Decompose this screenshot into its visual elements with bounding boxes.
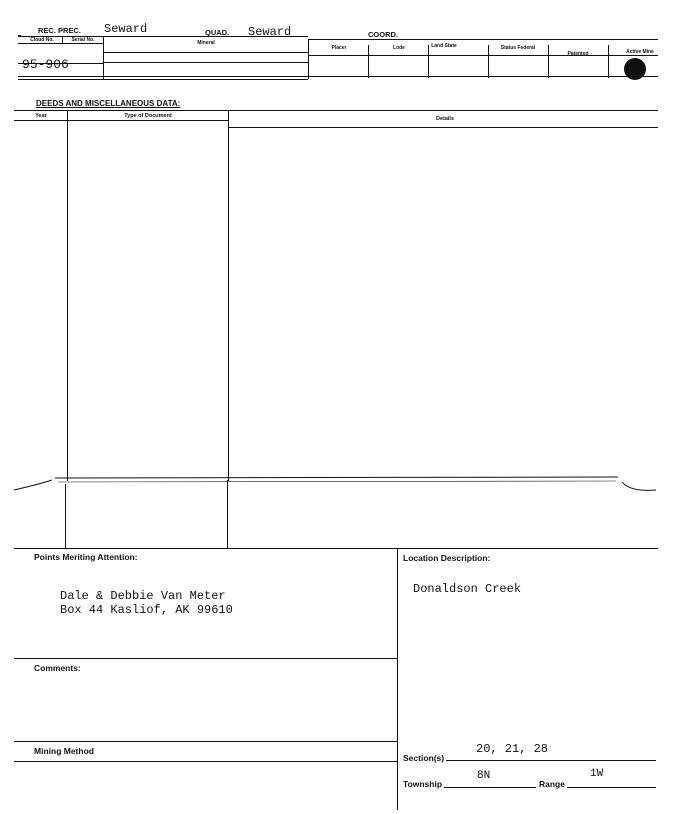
mining-method-label: Mining Method	[34, 746, 94, 756]
subheader-rule	[308, 55, 658, 56]
location-value: Donaldson Creek	[413, 582, 522, 596]
range-value: 1W	[590, 768, 604, 780]
lower-center-divider	[397, 548, 398, 810]
col-type-of-document: Type of Document	[124, 113, 172, 119]
page-break-line	[0, 470, 678, 500]
deeds-title: DEEDS AND MISCELLANEOUS DATA:	[36, 99, 181, 108]
comments-label: Comments:	[34, 663, 81, 673]
col-placer: Placer	[331, 45, 347, 51]
col-year: Year	[35, 113, 47, 119]
deeds-top-rule	[14, 110, 658, 111]
points-label: Points Meriting Attention:	[34, 552, 138, 562]
col-details: Details	[435, 116, 455, 122]
coord-label: COORD.	[368, 30, 398, 39]
col-patented: Patented	[567, 51, 589, 57]
col-active-mine: Active Mine	[626, 49, 654, 55]
col-serial-no: Serial No.	[71, 37, 95, 43]
rec-prec-value: Seward	[104, 22, 148, 36]
township-value: 8N	[477, 770, 491, 782]
deeds-col-divider-2	[228, 111, 229, 481]
col-lode: Lode	[393, 45, 405, 51]
col-land-state: Land State	[431, 43, 457, 49]
cloud-no-value: 95-906	[22, 57, 69, 72]
points-line-1: Dale & Debbie Van Meter	[60, 589, 226, 603]
location-label: Location Description:	[403, 553, 491, 563]
lower-section-rule	[14, 548, 658, 549]
col-status-federal: Status Federal	[500, 45, 536, 51]
active-mine-circle-icon	[624, 58, 646, 80]
col-mineral: Mineral	[197, 40, 215, 46]
section-value: 20, 21, 28	[476, 742, 549, 756]
quad-label: QUAD.	[205, 28, 230, 37]
col-cloud-no: Cloud No.	[30, 37, 54, 43]
deeds-col-divider-1	[67, 111, 68, 481]
township-label: Township	[403, 779, 443, 789]
rec-prec-label: REC. PREC.	[38, 26, 81, 35]
header-rule-right	[308, 39, 658, 40]
points-line-2: Box 44 Kasliof, AK 99610	[60, 603, 233, 617]
record-row-bottom	[18, 76, 658, 77]
quad-value: Seward	[248, 25, 292, 39]
section-label: Section(s)	[403, 753, 445, 763]
range-label: Range	[539, 779, 565, 789]
